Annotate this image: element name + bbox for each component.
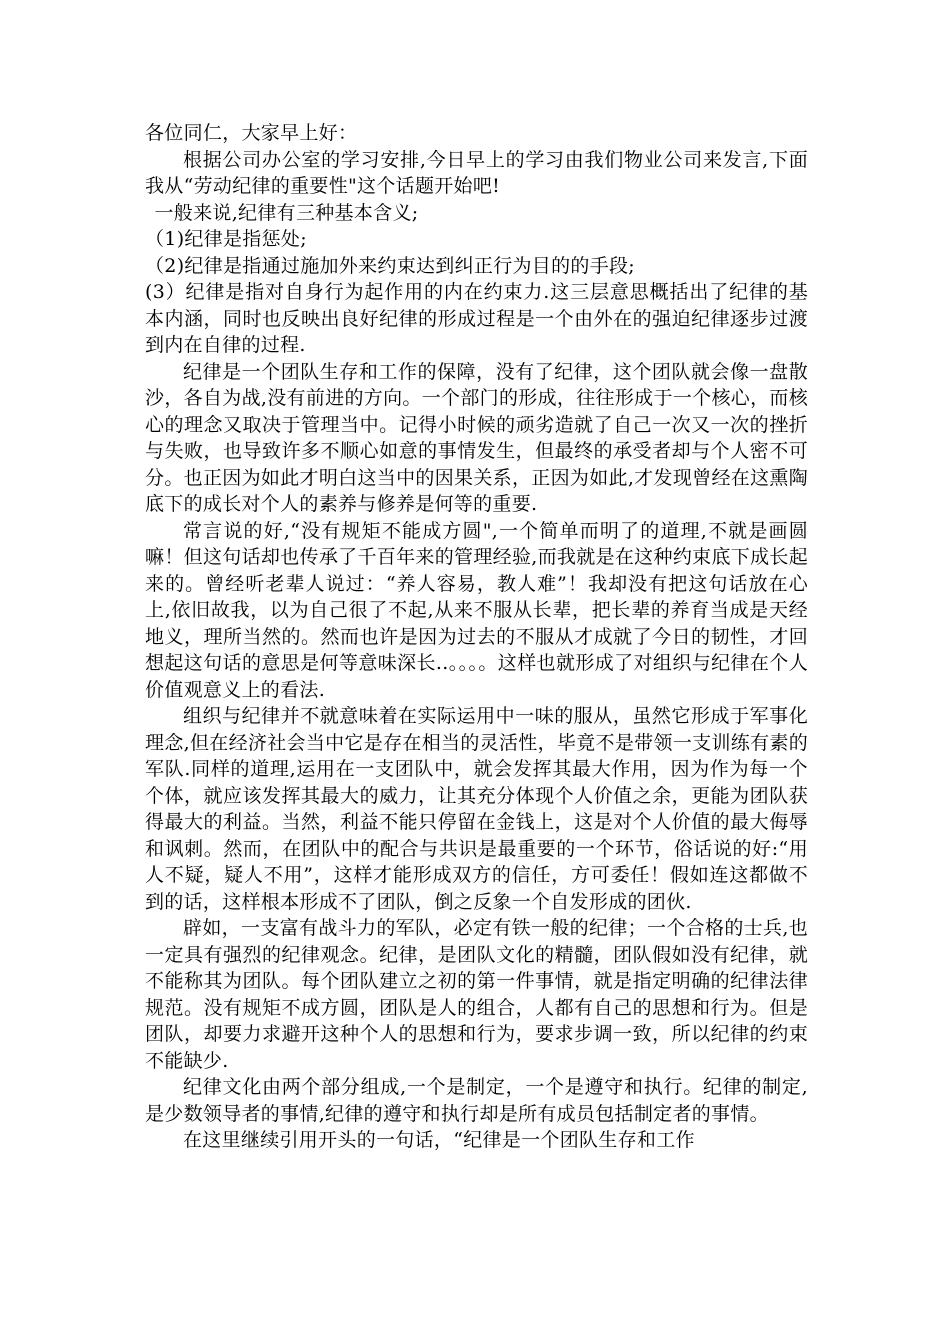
paragraph-meaning-2: （2)纪律是指通过施加外来约束达到纠正行为目的的手段; bbox=[145, 254, 636, 277]
paragraph-rules-circle: 常言说的好,“没有规矩不能成方圆",一个简单而明了的道理,不就是画圆嘛！但这句话却也传承了千百年来的管理经验,而我就是在这种约束底下成长起来的。曾经听老辈人说过：“养人容易，教人难”！我却没有把这句话放在心上,依旧故我，以为自己很了不起,从来不服从长辈，把长辈的养育当成是天经地义，理所当然的。然而也许是因为过去的不服从才成就了今日的韧性，才回想起这句话的意思是何等意味深长..。。。。这样也就形成了对组织与纪律在个人价值观意义上的看法. bbox=[145, 519, 808, 701]
paragraph-closing-quote: 在这里继续引用开头的一句话，“纪律是一个团队生存和工作 bbox=[183, 1129, 695, 1151]
greeting: 各位同仁，大家早上好： bbox=[145, 122, 358, 144]
paragraph-meaning-1: （1)纪律是指惩处; bbox=[145, 228, 307, 250]
paragraph-team-guarantee: 纪律是一个团队生存和工作的保障，没有了纪律，这个团队就会像一盘散沙，各自为战,没有前进的方向。一个部门的形成，往往形成于一个核心，而核心的理念又取决于管理当中。记得小时候的顽劣造就了自己一次又一次的挫折与失败，也导致许多不顺心如意的事情发生，但最终的承受者却与个人密不可分。也正因为如此才明白这当中的因果关系，正因为如此,才发现曾经在这熏陶底下的成长对个人的素养与修养是何等的重要. bbox=[145, 360, 808, 515]
paragraph-meaning-3: (3）纪律是指对自身行为起作用的内在约束力.这三层意思概括出了纪律的基本内涵，同时也反映出良好纪律的形成过程是一个由外在的强迫纪律逐步过渡到内在自律的过程. bbox=[145, 281, 808, 356]
paragraph-army-example: 辟如，一支富有战斗力的军队，必定有铁一般的纪律；一个合格的士兵,也一定具有强烈的纪律观念。纪律，是团队文化的精髓，团队假如没有纪律，就不能称其为团队。每个团队建立之初的第一件事情，就是指定明确的纪律法律规范。没有规矩不成方圆，团队是人的组合，人都有自己的思想和行为。但是团队，却要力求避开这种个人的思想和行为，要求步调一致，所以纪律的约束不能缺少. bbox=[145, 917, 808, 1072]
document-body bbox=[145, 120, 808, 1154]
paragraph-organization: 组织与纪律并不就意味着在实际运用中一味的服从，虽然它形成于军事化理念,但在经济社会当中它是存在相当的灵活性，毕竟不是带领一支训练有素的军队.同样的道理,运用在一支团队中，就会发挥其最大作用，因为作为每一个个体，就应该发挥其最大的威力，让其充分体现个人价值之余，更能为团队获得最大的利益。当然，利益不能只停留在金钱上，这是对个人价值的最大侮辱和讽刺。然而，在团队中的配合与共识是最重要的一个环节，俗话说的好:“用人不疑，疑人不用”，这样才能形成双方的信任，方可委任！假如连这都做不到的话，这样根本形成不了团队，倒之反象一个自发形成的团伙. bbox=[145, 705, 808, 913]
paragraph-intro: 根据公司办公室的学习安排,今日早上的学习由我们物业公司来发言,下面我从“劳动纪律的重要性"这个话题开始吧! bbox=[145, 148, 808, 197]
paragraph-discipline-culture: 纪律文化由两个部分组成,一个是制定，一个是遵守和执行。纪律的制定,是少数领导者的事情,纪律的遵守和执行却是所有成员包括制定者的事情。 bbox=[145, 1076, 808, 1125]
paragraph-meaning-heading: 一般来说,纪律有三种基本含义; bbox=[154, 201, 419, 224]
